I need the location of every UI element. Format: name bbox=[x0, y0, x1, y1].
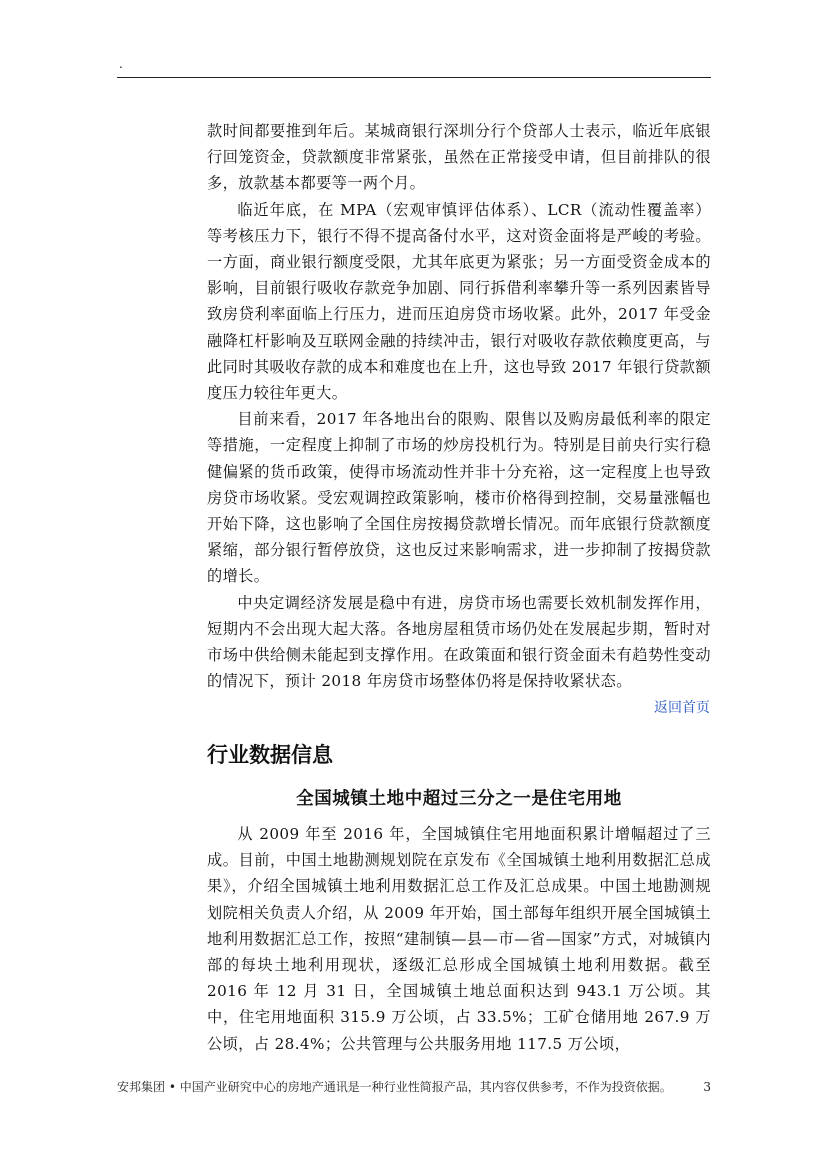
back-to-home-link[interactable]: 返回首页 bbox=[654, 700, 710, 716]
page-footer bbox=[117, 1079, 711, 1095]
section-title: 行业数据信息 bbox=[207, 743, 333, 767]
paragraph: 款时间都要推到年后。某城商银行深圳分行个贷部人士表示，临近年底银行回笼资金，贷款额度非常紧张，虽然在正常接受申请，但目前排队的很多，放款基本都要等一两个月。 bbox=[207, 122, 711, 193]
article-title: 全国城镇土地中超过三分之一是住宅用地 bbox=[296, 789, 622, 809]
footer-disclaimer: 安邦集团 • 中国产业研究中心的房地产通讯是一种行业性简报产品，其内容仅供参考，不作为投资依据。 bbox=[117, 1080, 672, 1094]
paragraph: 目前来看，2017 年各地出台的限购、限售以及购房最低利率的限定等措施，一定程度上抑制了市场的炒房投机行为。特别是目前央行实行稳健偏紧的货币政策，使得市场流动性并非十分充裕，这一定程度上也导致房贷市场收紧。受宏观调控政策影响，楼市价格得到控制，交易量涨幅也开始下降，这也影响了全国住房按揭贷款增长情况。而年底银行贷款额度紧缩，部分银行暂停放贷，这也反过来影响需求，进一步抑制了按揭贷款的增长。 bbox=[207, 410, 711, 586]
paragraph: 从 2009 年至 2016 年，全国城镇住宅用地面积累计增幅超过了三成。目前，中国土地勘测规划院在京发布《全国城镇土地利用数据汇总成果》，介绍全国城镇土地利用数据汇总工作及汇总成果。中国土地勘测规划院相关负责人介绍，从 2009 年开始，国土部每年组织开展全国城镇土地利用数据汇总工作，按照“建制镇—县—市—省—国家”方式，对城镇内部的每块土地利用现状，逐级汇总形成全国城镇土地利用数据。截至 2016 年 12 月 31 日，全国城镇土地总面积达到 943.1 万公顷。其中，住宅用地面积 315.9 万公顷，占 33.5%；工矿仓储用地 267.9 万公顷，占 28.4%；公共管理与公共服务用地 117.5 万公顷， bbox=[207, 825, 711, 1053]
paragraph: 临近年底，在 MPA（宏观审慎评估体系）、LCR（流动性覆盖率）等考核压力下，银行不得不提高备付水平，这对资金面将是严峻的考验。一方面，商业银行额度受限，尤其年底更为紧张；另一方面受资金成本的影响，目前银行吸收存款竞争加剧、同行拆借利率攀升等一系列因素皆导致房贷利率面临上行压力，进而压迫房贷市场收紧。此外，2017 年受金融降杠杆影响及互联网金融的持续冲击，银行对吸收存款依赖度更高，与此同时其吸收存款的成本和难度也在上升，这也导致 2017 年银行贷款额度压力较往年更大。 bbox=[207, 200, 711, 403]
paragraph: 中央定调经济发展是稳中有进，房贷市场也需要长效机制发挥作用，短期内不会出现大起大落。各地房屋租赁市场仍处在发展起步期，暂时对市场中供给侧未能起到支撑作用。在政策面和银行资金面未有趋势性变动的情况下，预计 2018 年房贷市场整体仍将是保持收紧状态。 bbox=[207, 593, 711, 691]
page-number: 3 bbox=[703, 1080, 711, 1094]
header-mark: . bbox=[119, 57, 123, 71]
article-body bbox=[207, 821, 711, 1057]
header-divider bbox=[117, 77, 711, 78]
article-body-top bbox=[207, 118, 711, 694]
